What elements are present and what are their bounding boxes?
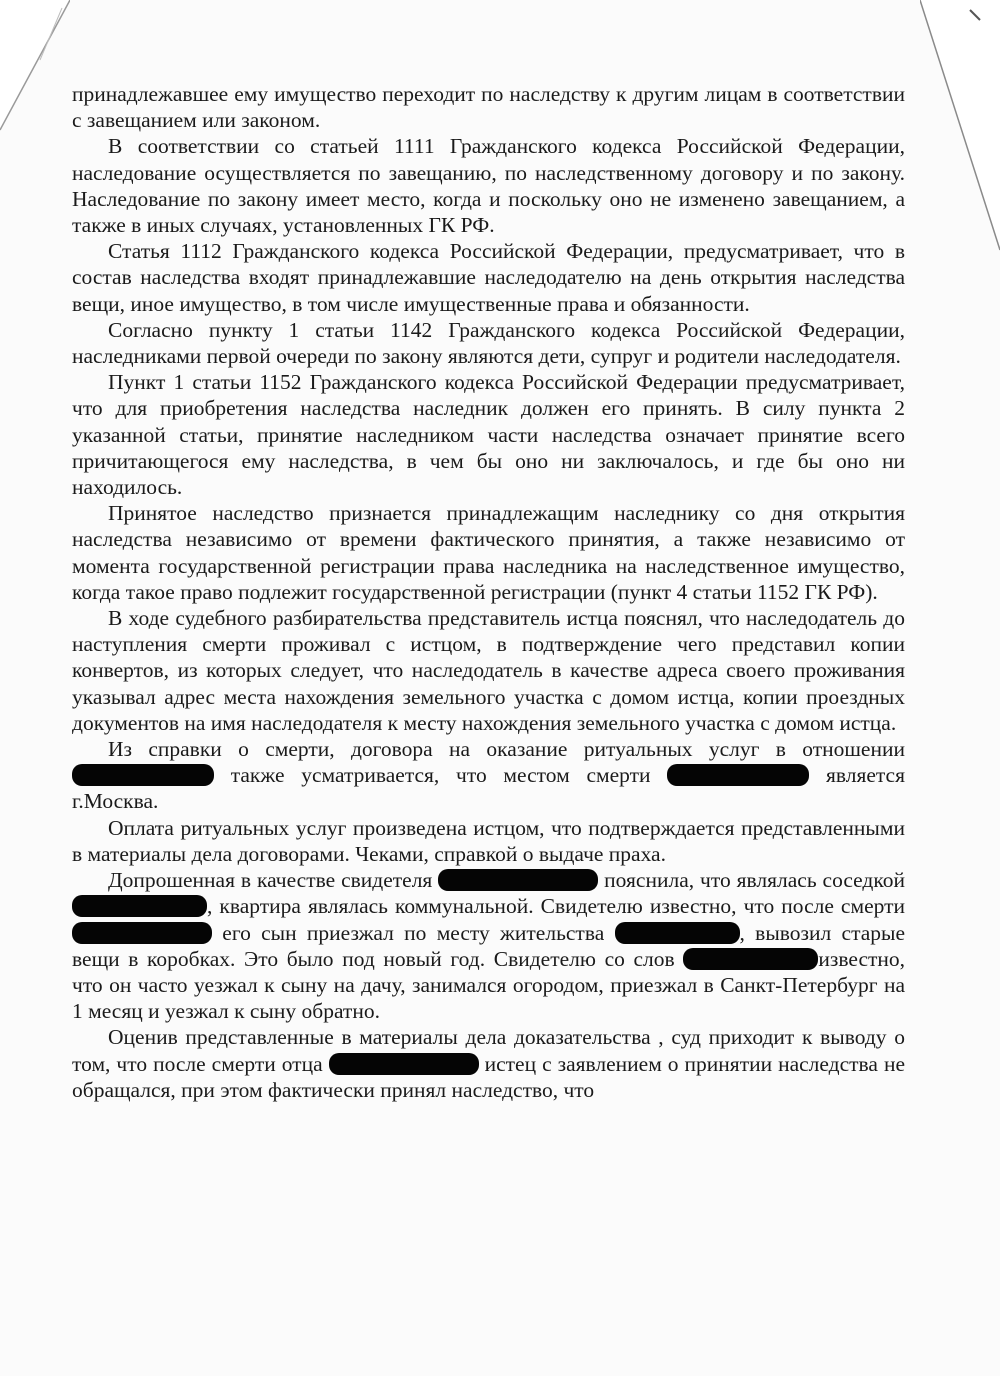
redaction-block — [72, 922, 212, 944]
paragraph: Оплата ритуальных услуг произведена истцом, что подтверждается представленными в материалы дела договорами. Чеками, справкой о выдаче праха. — [72, 815, 905, 866]
text-run: пояснила, что являлась соседкой — [604, 868, 905, 893]
paragraph: принадлежавшее ему имущество переходит по наследству к другим лицам в соответствии с завещанием или законом. — [72, 82, 905, 133]
text-run: Из справки о смерти, договора на оказание ритуальных услуг в отношении — [108, 737, 905, 762]
paragraph-witness — [72, 867, 905, 1024]
text-run: Оценив представленные в материалы дела доказательства , суд приходит к выводу о том, что после смерти отца — [72, 1025, 905, 1076]
paragraph: В соответствии со статьей 1111 Гражданского кодекса Российской Федерации, наследование осуществляется по завещанию, по наследственному договору и по закону. Наследование по закону имеет место, когда и поскольку оно не изменено завещанием, а также в иных случаях, установленных ГК РФ. — [72, 134, 905, 238]
redaction-block — [72, 764, 214, 786]
text-run: также усматривается, что местом смерти — [230, 763, 651, 788]
paragraph-conclusion — [72, 1024, 905, 1103]
redaction-block — [438, 869, 598, 891]
redaction-block — [667, 764, 809, 786]
text-run: известно, что он часто уезжал к сыну на дачу, занимался огородом, приезжал в Санкт-Петербург на 1 месяц и уезжал к сыну обратно. — [72, 946, 906, 1024]
redaction-block — [615, 922, 740, 944]
paragraph-death-place — [72, 736, 905, 815]
paragraph: Статья 1112 Гражданского кодекса Российской Федерации, предусматривает, что в состав наследства входят принадлежавшие наследодателю на день открытия наследства вещи, иное имущество, в том числе имущественные права и обязанности. — [72, 239, 905, 316]
text-run: Допрошенная в качестве свидетеля — [108, 868, 433, 893]
text-run: истец с заявлением о принятии наследства не обращался, при этом фактически принял наследство, что — [72, 1051, 905, 1102]
text-run: его сын приезжал по месту жительства — [222, 920, 605, 945]
paragraph: Принятое наследство признается принадлежащим наследнику со дня открытия наследства независимо от времени фактического принятия, а также независимо от момента государственной регистрации права наследника на наследственное имущество, когда такое право подлежит государственной регистрации (пункт 4 статьи 1152 ГК РФ). — [72, 501, 905, 604]
paragraph: Пункт 1 статьи 1152 Гражданского кодекса Российской Федерации предусматривает, что для приобретения наследства наследник должен его принять. В силу пункта 2 указанной статьи, принятие наследником части наследства означает принятие всего причитающегося ему наследства, в чем бы оно ни заключалось, и где бы оно ни находилось. — [72, 370, 905, 500]
redaction-block — [72, 895, 207, 917]
text-run: , квартира являлась коммунальной. Свидетелю известно, что после смерти — [207, 894, 905, 919]
document-body — [72, 81, 905, 1103]
scan-edge-left — [0, 0, 70, 140]
text-run: , вывозил старые вещи в коробках. Это было под новый год. Свидетелю со слов — [72, 920, 906, 971]
text-run: является г.Москва. — [72, 763, 905, 814]
redaction-block — [329, 1053, 479, 1075]
scan-edge-right — [920, 0, 1000, 260]
paragraph: Согласно пункту 1 статьи 1142 Гражданского кодекса Российской Федерации, наследниками первой очереди по закону являются дети, супруг и родители наследодателя. — [72, 317, 905, 369]
paragraph: В ходе судебного разбирательства представитель истца пояснял, что наследодатель до наступления смерти проживал с истцом, в подтверждение чего представил копии конвертов, из которых следует, что наследодатель в качестве адреса своего проживания указывал адрес места нахождения земельного участка с домом истца, копии проездных документов на имя наследодателя к месту нахождения земельного участка с домом истца. — [72, 606, 905, 735]
redaction-block — [683, 948, 818, 970]
